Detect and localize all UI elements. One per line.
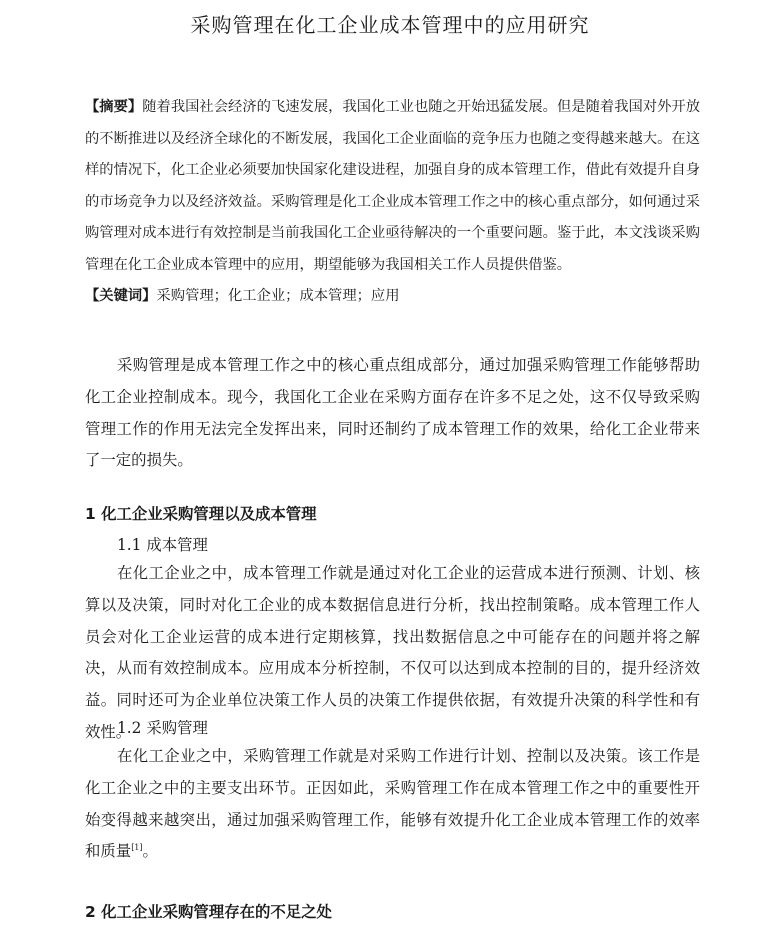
section-1-2-paragraph	[85, 741, 700, 868]
intro-paragraph: 采购管理是成本管理工作之中的核心重点组成部分，通过加强采购管理工作能够帮助化工企业控制成本。现今，我国化工企业在采购方面存在许多不足之处，这不仅导致采购管理工作的作用无法完全发挥出来，同时还制约了成本管理工作的效果，给化工企业带来了一定的损失。	[85, 356, 700, 470]
abstract-label: 【摘要】	[85, 99, 143, 115]
keywords-text: 采购管理；化工企业；成本管理；应用	[156, 288, 400, 304]
citation-ref: [1]	[131, 843, 143, 853]
section-1-heading: 1 化工企业采购管理以及成本管理	[85, 505, 317, 523]
abstract-paragraph	[85, 92, 700, 281]
section-2-heading: 2 化工企业采购管理存在的不足之处	[85, 903, 332, 921]
abstract-block	[85, 92, 700, 313]
section-1-2-text: 在化工企业之中，采购管理工作就是对采购工作进行计划、控制以及决策。该工作是化工企业之中的主要支出环节。正因如此，采购管理工作在成本管理工作之中的重要性开始变得越来越突出，通过加强采购管理工作，能够有效提升化工企业成本管理工作的效率和质量	[85, 747, 700, 861]
section-1-2-heading: 1.2 采购管理	[117, 719, 208, 737]
paper-title: 采购管理在化工企业成本管理中的应用研究	[190, 13, 590, 37]
keywords-label: 【关键词】	[85, 288, 157, 304]
abstract-text: 随着我国社会经济的飞速发展，我国化工业也随之开始迅猛发展。但是随着我国对外开放的不断推进以及经济全球化的不断发展，我国化工企业面临的竞争压力也随之变得越来越大。在这样的情况下，化工企业必须要加快国家化建设进程，加强自身的成本管理工作，借此有效提升自身的市场竞争力以及经济效益。采购管理是化工企业成本管理工作之中的核心重点部分，如何通过采购管理对成本进行有效控制是当前我国化工企业亟待解决的一个重要问题。鉴于此，本文浅谈采购管理在化工企业成本管理中的应用，期望能够为我国相关工作人员提供借鉴。	[85, 99, 701, 273]
section-1-1-heading: 1.1 成本管理	[117, 536, 208, 554]
section-1-1-paragraph: 在化工企业之中，成本管理工作就是通过对化工企业的运营成本进行预测、计划、核算以及决策，同时对化工企业的成本数据信息进行分析，找出控制策略。成本管理工作人员会对化工企业运营的成本进行定期核算，找出数据信息之中可能存在的问题并将之解决，从而有效控制成本。应用成本分析控制，不仅可以达到成本控制的目的，提升经济效益。同时还可为企业单位决策工作人员的决策工作提供依据，有效提升决策的科学性和有效性。	[85, 564, 700, 741]
keywords-paragraph	[85, 281, 700, 313]
section-1-2-end: 。	[142, 842, 158, 861]
